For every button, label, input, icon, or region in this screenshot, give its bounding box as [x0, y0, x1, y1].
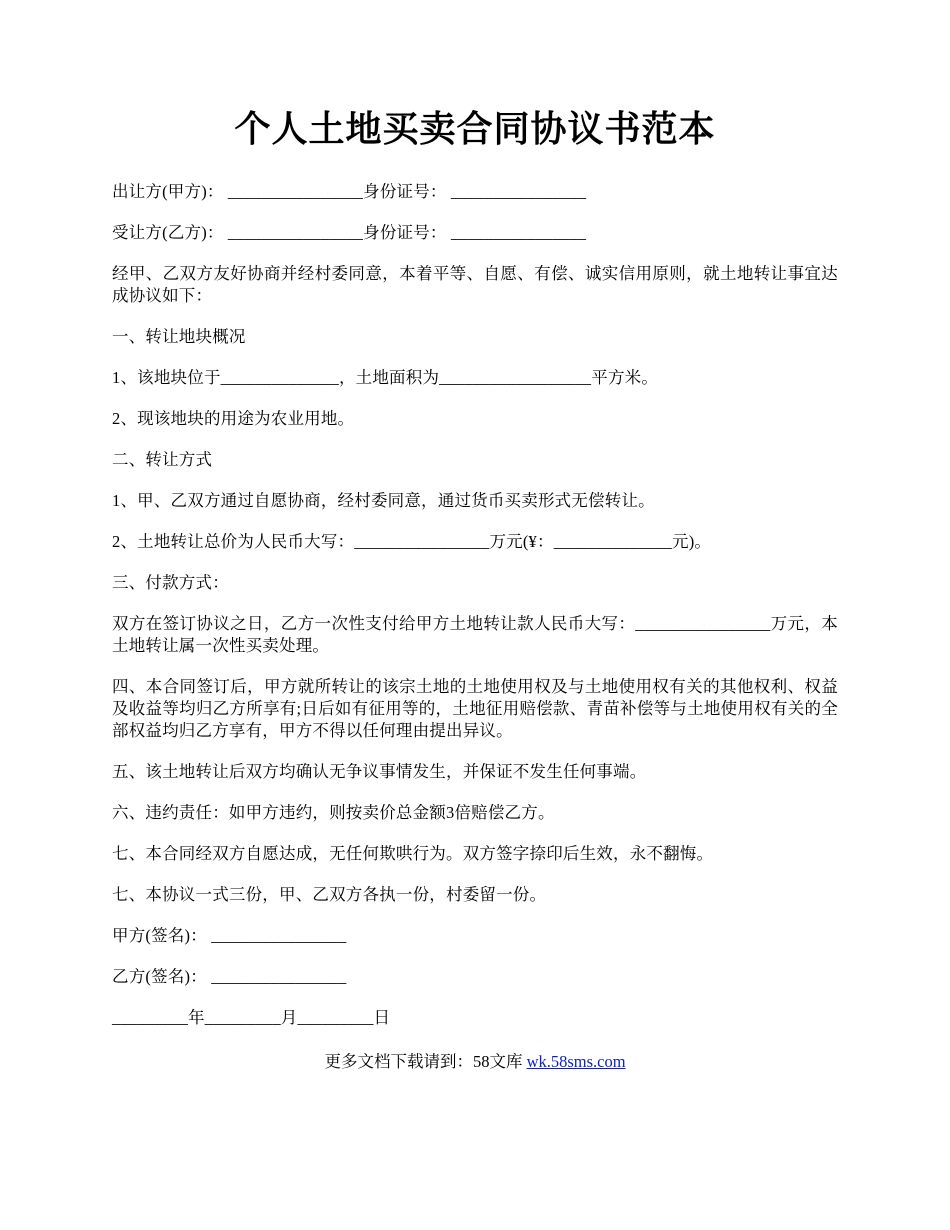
- preamble: 经甲、乙双方友好协商并经村委同意，本着平等、自愿、有偿、诚实信用原则，就土地转让事宜达成协议如下：: [112, 264, 838, 305]
- clause-3-1: 双方在签订协议之日，乙方一次性支付给甲方土地转让款人民币大写：________________万元，本土地转让属一次性买卖处理。: [112, 614, 838, 655]
- section-3-heading: 三、付款方式：: [112, 573, 229, 592]
- clause-2-2: 2、土地转让总价为人民币大写：________________万元(¥：______________元)。: [112, 532, 712, 551]
- footer-download-link[interactable]: wk.58sms.com: [526, 1052, 626, 1071]
- date-line: _________年_________月_________日: [112, 1008, 391, 1027]
- clause-1-1: 1、该地块位于______________，土地面积为__________________平方米。: [112, 368, 659, 387]
- clause-8: 七、本协议一式三份，甲、乙双方各执一份，村委留一份。: [112, 885, 547, 904]
- clause-2-1: 1、甲、乙双方通过自愿协商，经村委同意，通过货币买卖形式无偿转让。: [112, 491, 655, 510]
- section-1-heading: 一、转让地块概况: [112, 327, 246, 346]
- party-a-line: 出让方(甲方)： ________________身份证号： ________________: [112, 182, 587, 201]
- clause-1-2: 2、现该地块的用途为农业用地。: [112, 409, 355, 428]
- clause-5: 五、该土地转让后双方均确认无争议事情发生，并保证不发生任何事端。: [112, 762, 647, 781]
- footer-download-text: 更多文档下载请到：58文库: [324, 1052, 523, 1071]
- clause-6: 六、违约责任：如甲方违约，则按卖价总金额3倍赔偿乙方。: [112, 803, 555, 822]
- party-b-signature-line: 乙方(签名)： ________________: [112, 967, 347, 986]
- party-a-signature-line: 甲方(签名)： ________________: [112, 926, 347, 945]
- document-body: [112, 181, 838, 1029]
- section-2-heading: 二、转让方式: [112, 450, 213, 469]
- footer: [112, 1051, 838, 1073]
- clause-4: 四、本合同签订后，甲方就所转让的该宗土地的土地使用权及与土地使用权有关的其他权利、权益及收益等均归乙方所享有;日后如有征用等的，土地征用赔偿款、青苗补偿等与土地使用权有关的全部权益均归乙方享有，甲方不得以任何理由提出异议。: [112, 677, 838, 740]
- document-title: 个人土地买卖合同协议书范本: [234, 109, 716, 149]
- clause-7: 七、本合同经双方自愿达成，无任何欺哄行为。双方签字捺印后生效，永不翻悔。: [112, 844, 714, 863]
- party-b-line: 受让方(乙方)： ________________身份证号： ________________: [112, 223, 587, 242]
